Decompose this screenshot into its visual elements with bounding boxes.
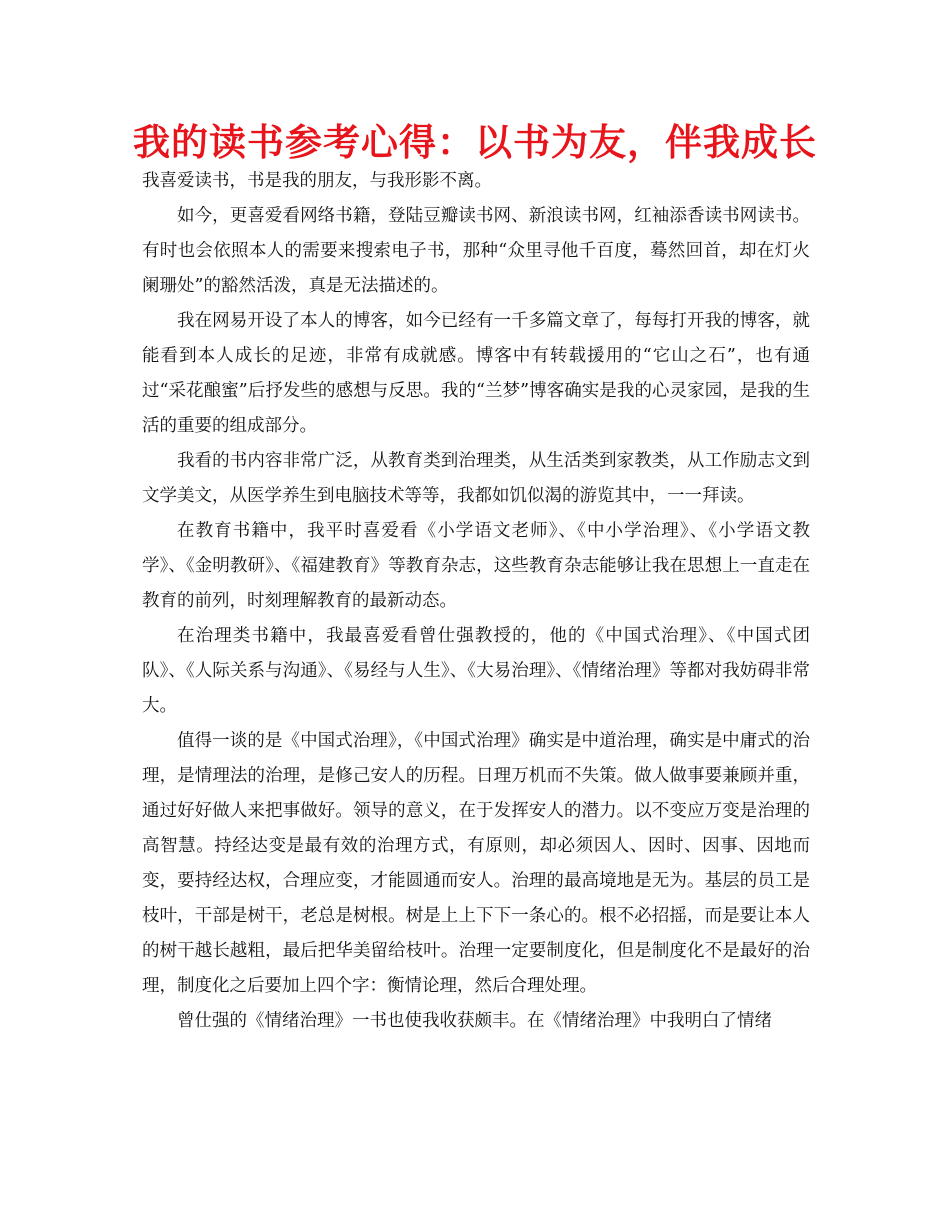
paragraph: 我看的书内容非常广泛，从教育类到治理类，从生活类到家教类，从工作励志文到文学美文，从医学养生到电脑技术等等，我都如饥似渴的游览其中，一一拜读。 <box>142 451 810 506</box>
paragraph: 我喜爱读书，书是我的朋友，与我形影不离。 <box>142 171 492 191</box>
document-title: 我的读书参考心得：以书为友，伴我成长 <box>133 121 817 164</box>
paragraph: 曾仕强的《情绪治理》一书也使我收获颇丰。在《情绪治理》中我明白了情绪 <box>177 1011 772 1031</box>
paragraph: 我在网易开设了本人的博客，如今已经有一千多篇文章了，每每打开我的博客，就能看到本人成长的足迹，非常有成就感。博客中有转载援用的“它山之石”，也有通过“采花酿蜜”后抒发些的感想与反思。我的“兰梦”博客确实是我的心灵家园，是我的生活的重要的组成部分。 <box>142 311 810 436</box>
paragraph: 如今，更喜爱看网络书籍，登陆豆瓣读书网、新浪读书网，红袖添香读书网读书。有时也会依照本人的需要来搜索电子书，那种“众里寻他千百度，蓦然回首，却在灯火阑珊处”的豁然活泼，真是无法描述的。 <box>142 206 810 296</box>
paragraph: 在教育书籍中，我平时喜爱看《小学语文老师》、《中小学治理》、《小学语文教学》、《金明教研》、《福建教育》等教育杂志，这些教育杂志能够让我在思想上一直走在教育的前列，时刻理解教育的最新动态。 <box>142 521 810 611</box>
paragraph: 在治理类书籍中，我最喜爱看曾仕强教授的，他的《中国式治理》、《中国式团队》、《人际关系与沟通》、《易经与人生》、《大易治理》、《情绪治理》等都对我妨碍非常大。 <box>142 626 810 716</box>
document-body <box>142 164 810 1039</box>
paragraph: 值得一谈的是《中国式治理》，《中国式治理》确实是中道治理，确实是中庸式的治理，是情理法的治理，是修己安人的历程。日理万机而不失策。做人做事要兼顾并重，通过好好做人来把事做好。领导的意义，在于发挥安人的潜力。以不变应万变是治理的高智慧。持经达变是最有效的治理方式，有原则，却必须因人、因时、因事、因地而变，要持经达权，合理应变，才能圆通而安人。治理的最高境地是无为。基层的员工是枝叶，干部是树干，老总是树根。树是上上下下一条心的。根不必招摇，而是要让本人的树干越长越粗，最后把华美留给枝叶。治理一定要制度化，但是制度化不是最好的治理，制度化之后要加上四个字：衡情论理，然后合理处理。 <box>142 731 810 996</box>
